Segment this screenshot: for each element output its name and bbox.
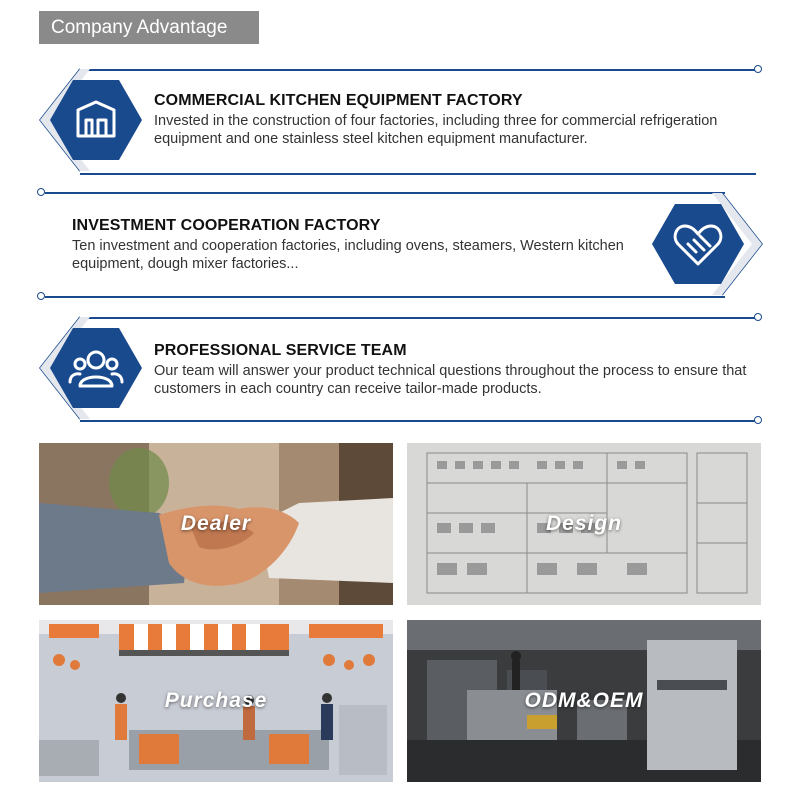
tile-label: Design bbox=[545, 512, 622, 535]
section-title: Company Advantage bbox=[39, 11, 259, 44]
divider-line bbox=[80, 420, 756, 422]
divider-dot bbox=[37, 292, 45, 300]
feature-title: PROFESSIONAL SERVICE TEAM bbox=[154, 342, 407, 359]
feature-title: INVESTMENT COOPERATION FACTORY bbox=[72, 217, 381, 234]
tile-purchase[interactable] bbox=[39, 620, 393, 782]
tile-dealer[interactable] bbox=[39, 443, 393, 605]
divider-dot bbox=[754, 416, 762, 424]
divider-line bbox=[80, 69, 756, 71]
team-icon bbox=[50, 328, 142, 408]
divider-line bbox=[45, 296, 725, 298]
feature-title: COMMERCIAL KITCHEN EQUIPMENT FACTORY bbox=[154, 92, 523, 109]
feature-description: Invested in the construction of four factories, including three for commercial refrigeration equipment and one stainless steel kitchen equipment manufacturer. bbox=[154, 113, 718, 147]
feature-commercial-kitchen bbox=[154, 92, 774, 148]
feature-description: Our team will answer your product technical questions throughout the process to ensure that customers in each country can receive tailor-made products. bbox=[154, 363, 747, 397]
divider-dot bbox=[37, 188, 45, 196]
divider-line bbox=[80, 317, 756, 319]
tile-label: Dealer bbox=[180, 512, 252, 535]
tile-odm-oem[interactable] bbox=[407, 620, 761, 782]
divider-line bbox=[45, 192, 725, 194]
tile-label: ODM&OEM bbox=[524, 689, 644, 712]
divider-dot bbox=[754, 313, 762, 321]
factory-icon bbox=[50, 80, 142, 160]
feature-service-team bbox=[154, 342, 774, 398]
divider-line bbox=[80, 173, 756, 175]
tile-design[interactable] bbox=[407, 443, 761, 605]
tile-label: Purchase bbox=[164, 689, 268, 712]
feature-investment-cooperation bbox=[72, 217, 652, 273]
feature-description: Ten investment and cooperation factories, including ovens, steamers, Western kitchen equipment, dough mixer factories... bbox=[72, 238, 624, 272]
handshake-heart-icon bbox=[652, 204, 744, 284]
divider-dot bbox=[754, 65, 762, 73]
